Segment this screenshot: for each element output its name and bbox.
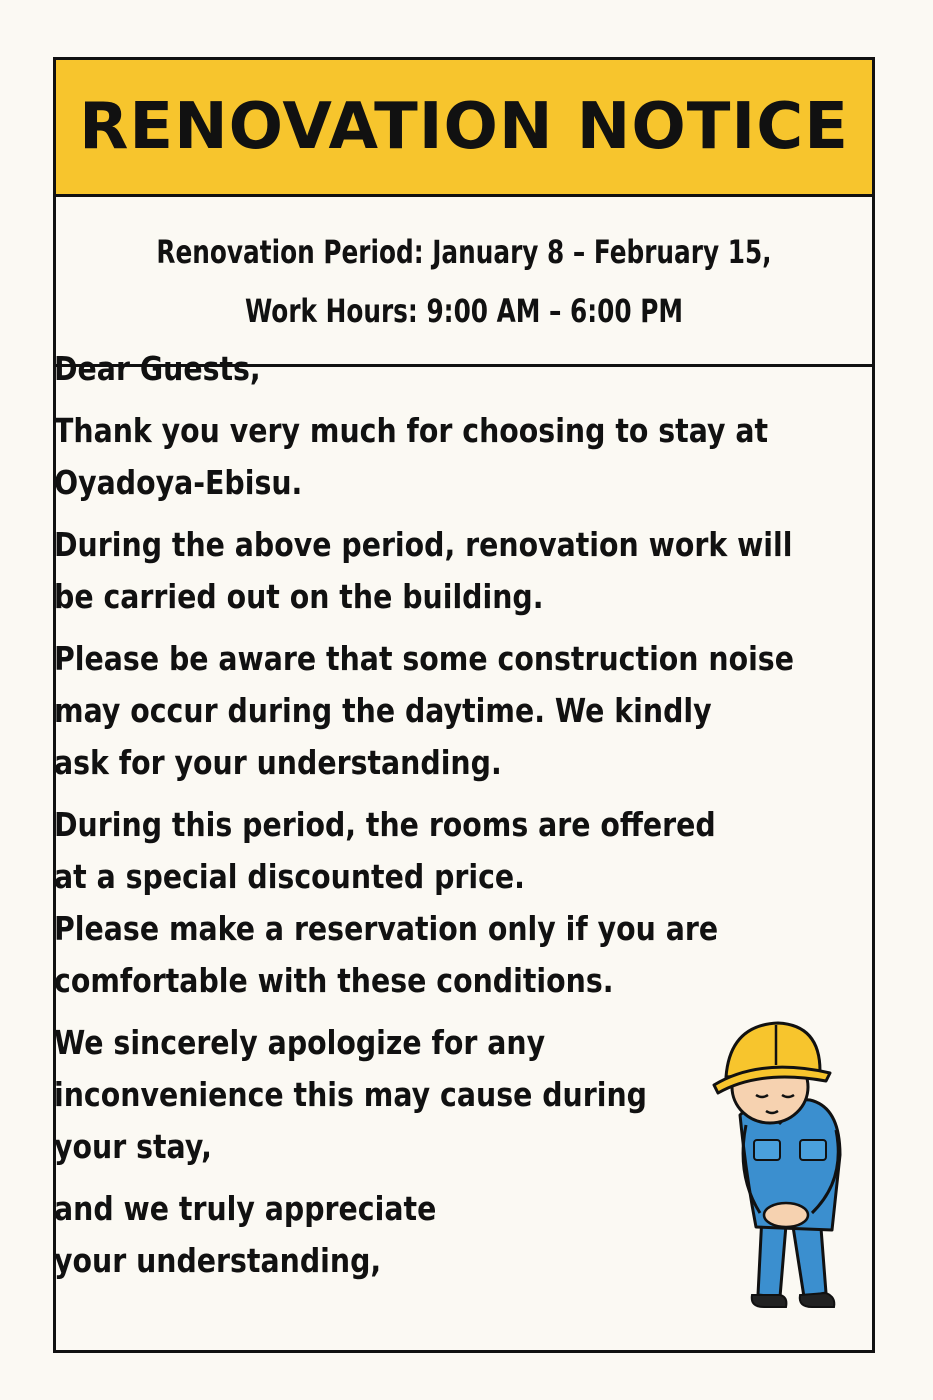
para-line: be carried out on the building. [54,577,544,616]
para-line: at a special discounted price. [54,857,525,896]
para-line: and we truly appreciate [54,1189,437,1228]
paragraph-thanks [54,405,769,509]
para-line: Please make a reservation only if you are [54,909,719,948]
paragraph-closing [54,1183,682,1287]
para-line: Thank you very much for choosing to stay at [54,411,769,450]
notice-title: RENOVATION NOTICE [79,90,849,164]
para-line: your stay, [54,1127,212,1166]
paragraph-apology [54,1017,682,1173]
greeting-line: Dear Guests, [54,349,261,388]
renovation-period: Renovation Period: January 8 – February 15, [156,233,772,271]
para-line: We sincerely apologize for any [54,1023,546,1062]
para-line: your understanding, [54,1241,382,1280]
paragraph-noise [54,633,794,789]
title-bar [56,60,872,197]
paragraph-discount [54,799,719,1007]
para-line: ask for your understanding. [54,743,502,782]
work-hours: Work Hours: 9:00 AM – 6:00 PM [244,292,684,330]
paragraph-renovation [54,519,793,623]
bowing-construction-worker-icon [700,1015,860,1315]
para-line: may occur during the daytime. We kindly [54,691,712,730]
para-line: inconvenience this may cause during [54,1075,648,1114]
para-line: During the above period, renovation work will [54,525,793,564]
notice-body [54,343,794,1297]
para-line: Oyadoya-Ebisu. [54,463,303,502]
greeting [54,343,682,395]
para-line: Please be aware that some construction noise [54,639,794,678]
para-line: During this period, the rooms are offered [54,805,716,844]
period-box [56,197,872,367]
para-line: comfortable with these conditions. [54,961,614,1000]
